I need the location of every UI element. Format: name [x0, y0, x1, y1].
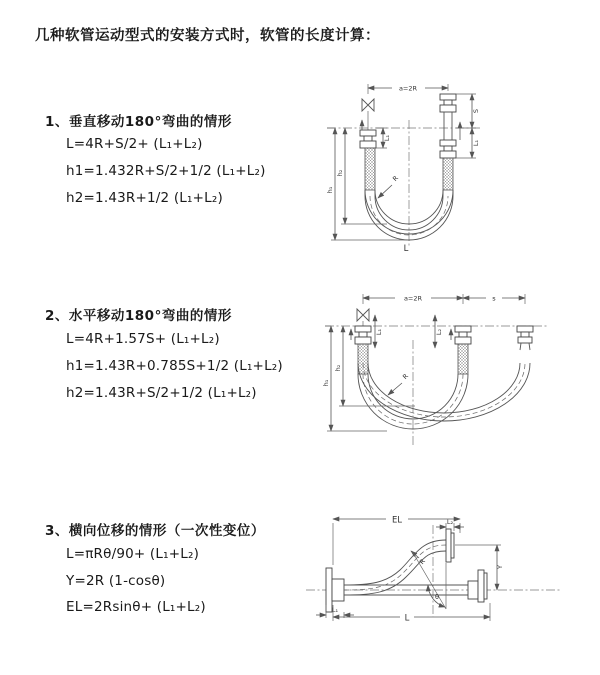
radius-arrow: [388, 383, 402, 395]
angle-theta: [412, 551, 446, 609]
left-fitting: [360, 130, 376, 190]
diagram-horizontal-180-bend: [315, 288, 599, 453]
valve-icon: [362, 99, 374, 111]
section-3-formula-Y: Y=2R (1-cosθ): [66, 573, 166, 589]
dim-label-h1: h₁: [322, 379, 330, 387]
braided-hose-section: [358, 344, 368, 374]
dim-label-el: EL: [391, 515, 403, 526]
section-3-formula-L: L=πRθ/90+ (L₁+L₂): [66, 546, 200, 562]
dim-label-s: S: [472, 108, 480, 114]
diagram-lateral-displacement: [300, 505, 600, 645]
dim-label-y: Y: [496, 565, 504, 569]
length-label: L: [404, 613, 410, 624]
dim-label-l2: L₂: [435, 328, 443, 336]
dim-label-l1-right: L₁: [472, 139, 480, 147]
section-1-formula-h1: h1=1.432R+S/2+1/2 (L₁+L₂): [66, 163, 266, 179]
section-2-formula-h2: h2=1.43R+S/2+1/2 (L₁+L₂): [66, 385, 257, 401]
braided-hose-section: [458, 344, 468, 374]
right-fitting: [517, 326, 533, 350]
right-fitting: [440, 94, 456, 190]
radius-label: R: [391, 174, 401, 184]
theta-label: θ: [435, 593, 439, 601]
section-1-formula-L: L=4R+S/2+ (L₁+L₂): [66, 136, 203, 152]
section-2-heading: 2、水平移动180°弯曲的情形: [45, 308, 232, 324]
hose-displaced-position: [344, 540, 446, 595]
diagram-vertical-180-bend: [315, 78, 595, 253]
radius-label: R: [417, 557, 427, 567]
radius-label: R: [401, 372, 411, 382]
dim-label-l1: L₁: [375, 328, 383, 336]
dim-label-l1: L₁: [331, 606, 339, 614]
dim-label-l2: L₂: [446, 518, 454, 526]
section-3-heading: 3、横向位移的情形（一次性变位）: [45, 523, 265, 539]
section-2-formula-L: L=4R+1.57S+ (L₁+L₂): [66, 331, 220, 347]
dim-label-h2: h₂: [336, 169, 344, 177]
section-3-formula-EL: EL=2Rsinθ+ (L₁+L₂): [66, 599, 206, 615]
dim-label-h1: h₁: [326, 186, 334, 194]
hose-straight-position: [344, 570, 487, 602]
hose-u-bend-shifted: [358, 363, 530, 421]
dim-label-a2r: a=2R: [398, 84, 418, 93]
radius-arrow: [378, 185, 392, 198]
braided-hose-section: [365, 148, 375, 190]
length-label: L: [403, 244, 409, 253]
braided-hose-section: [443, 158, 453, 190]
dim-label-h2: h₂: [334, 364, 342, 372]
dim-label-l1-left: L₁: [383, 134, 391, 142]
dim-label-shift: s: [492, 294, 496, 303]
valve-icon: [357, 309, 369, 321]
section-1-heading: 1、垂直移动180°弯曲的情形: [45, 114, 232, 130]
middle-fitting: [455, 326, 471, 374]
section-2-formula-h1: h1=1.43R+0.785S+1/2 (L₁+L₂): [66, 358, 283, 374]
page-title: 几种软管运动型式的安装方式时，软管的长度计算：: [35, 28, 380, 44]
dim-label-a2r: a=2R: [403, 294, 423, 303]
upper-right-flange: [446, 529, 454, 562]
section-1-formula-h2: h2=1.43R+1/2 (L₁+L₂): [66, 190, 223, 206]
